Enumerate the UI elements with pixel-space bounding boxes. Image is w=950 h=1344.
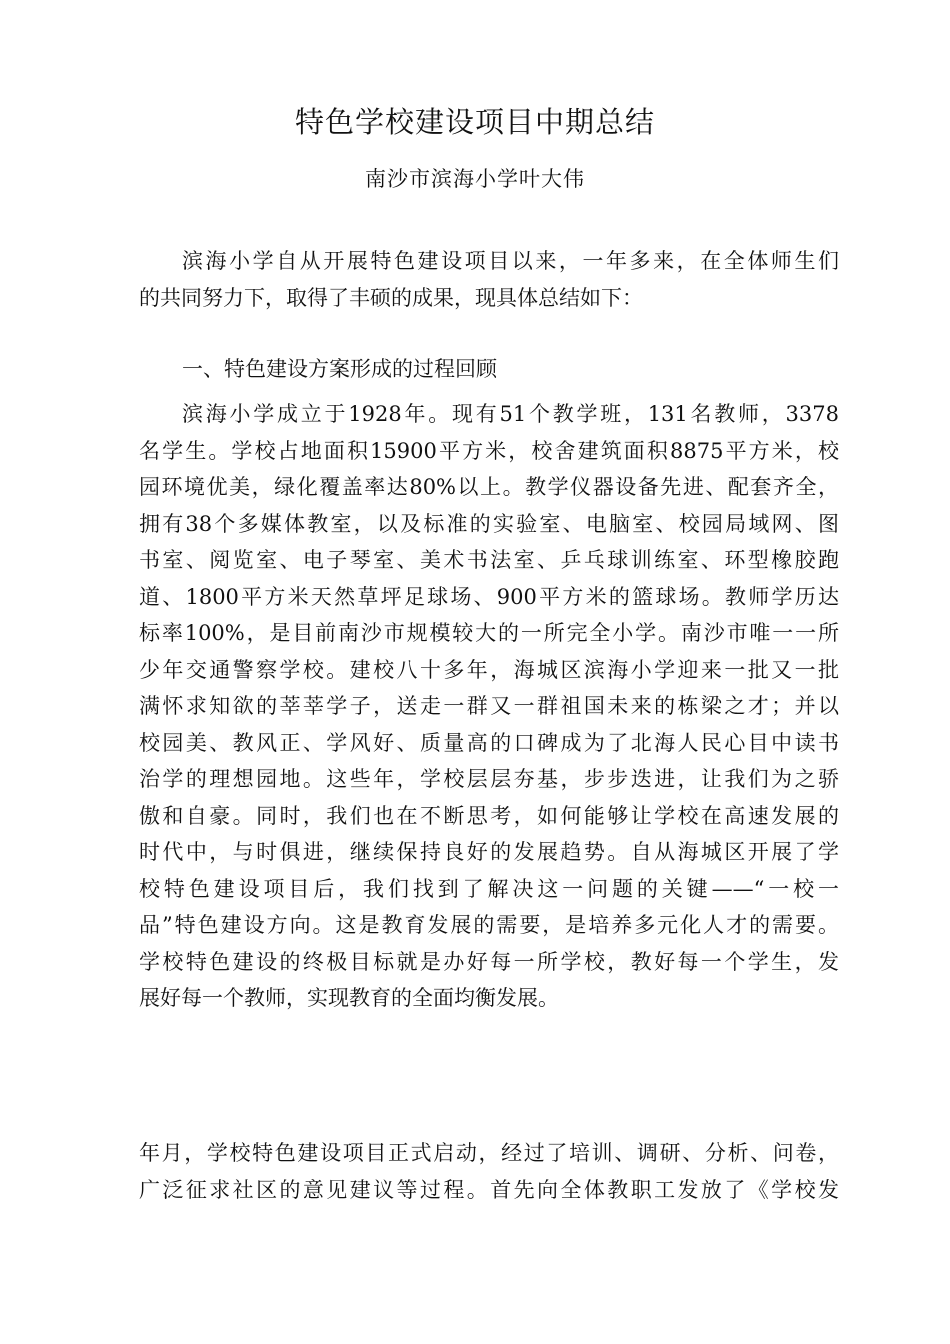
section-heading (139, 351, 839, 387)
history-line: 名学生。学校占地面积15900平方米，校舍建筑面积8875平方米，校 (139, 438, 839, 463)
history-line: 学校特色建设的终极目标就是办好每一所学校，教好每一个学生，发 (139, 949, 839, 974)
history-line: 少年交通警察学校。建校八十多年，海城区滨海小学迎来一批又一批 (139, 657, 839, 682)
document-title: 特色学校建设项目中期总结 (294, 105, 655, 139)
history-line: 校园美、教风正、学风好、质量高的口碑成为了北海人民心目中读书 (139, 730, 839, 755)
intro-line: 滨海小学自从开展特色建设项目以来，一年多来，在全体师生们 (182, 249, 839, 273)
history-line: 时代中，与时俱进，继续保持良好的发展趋势。自从海城区开展了学 (139, 840, 839, 864)
history-line: 园环境优美，绿化覆盖率达80%以上。教学仪器设备先进、配套齐全， (139, 475, 839, 499)
history-line: 治学的理想园地。这些年，学校层层夯基，步步迭进，让我们为之骄 (139, 767, 839, 791)
history-line: 品”特色建设方向。这是教育发展的需要，是培养多元化人才的需要。 (139, 913, 839, 937)
launch-paragraph (139, 1135, 839, 1208)
history-line: 满怀求知欲的莘莘学子，送走一群又一群祖国未来的栋梁之才；并以 (139, 694, 839, 718)
history-line: 拥有38个多媒体教室，以及标准的实验室、电脑室、校园局域网、图 (139, 511, 839, 536)
history-line: 标率100%，是目前南沙市规模较大的一所完全小学。南沙市唯一一所 (139, 621, 839, 645)
launch-line: 年月，学校特色建设项目正式启动，经过了培训、调研、分析、问卷， (139, 1141, 839, 1165)
section-heading-text: 一、特色建设方案形成的过程回顾 (182, 357, 497, 381)
history-line: 展好每一个教师，实现教育的全面均衡发展。 (139, 986, 559, 1010)
history-line: 书室、阅览室、电子琴室、美术书法室、乒乓球训练室、环型橡胶跑 (139, 548, 839, 572)
history-line: 滨海小学成立于1928年。现有51个教学班，131名教师，3378 (182, 402, 839, 426)
intro-line: 的共同努力下，取得了丰硕的成果，现具体总结如下： (139, 285, 643, 310)
history-paragraph (139, 396, 839, 1017)
intro-paragraph (139, 243, 839, 316)
history-line: 道、1800平方米天然草坪足球场、900平方米的篮球场。教师学历达 (139, 584, 839, 609)
history-line: 校特色建设项目后，我们找到了解决这一问题的关键——“一校一 (139, 876, 839, 901)
launch-line: 广泛征求社区的意见建议等过程。首先向全体教职工发放了《学校发 (139, 1177, 839, 1202)
history-line: 傲和自豪。同时，我们也在不断思考，如何能够让学校在高速发展的 (139, 803, 839, 828)
document-subtitle: 南沙市滨海小学叶大伟 (365, 167, 585, 191)
